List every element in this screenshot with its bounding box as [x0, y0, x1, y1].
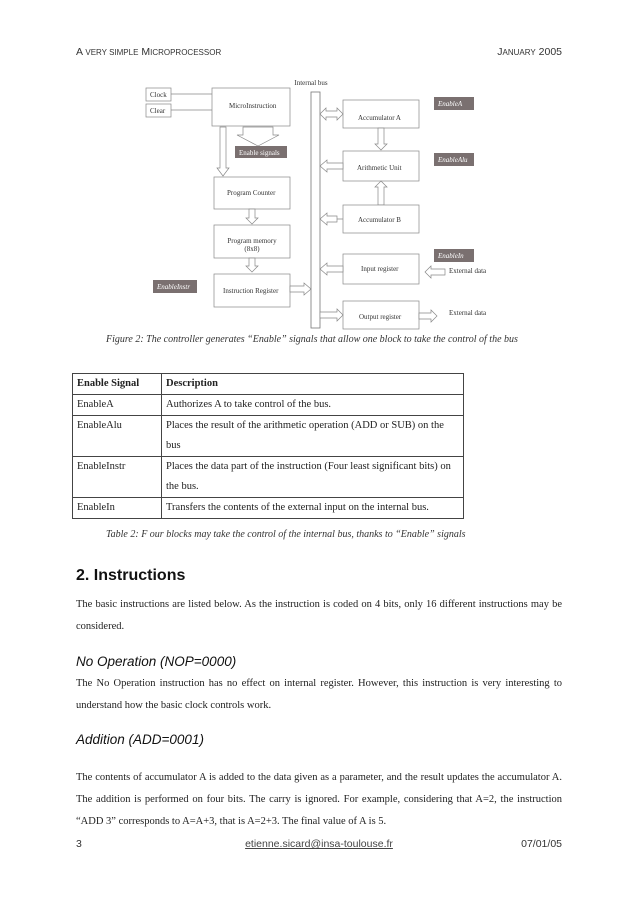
- acc-b-to-alu-arrow: [375, 181, 387, 205]
- input-reg-to-bus-arrow: [320, 263, 343, 275]
- accumulator-a-label: Accumulator A: [358, 114, 401, 122]
- enable-instr-label: EnableInstr: [157, 283, 191, 291]
- table-cell-signal: EnableIn: [73, 498, 162, 519]
- table-row: [73, 416, 464, 457]
- table-cell-signal: EnableInstr: [73, 457, 162, 498]
- footer-page-number: 3: [76, 838, 82, 850]
- table-row: [73, 395, 464, 416]
- arithmetic-unit-label: Arithmetic Unit: [357, 164, 402, 172]
- footer-email-link[interactable]: etienne.sicard@insa-toulouse.fr: [245, 838, 393, 850]
- table-caption: Table 2: F our blocks may take the control of the internal bus, thanks to “Enable” signals: [106, 529, 466, 540]
- program-memory-label-2: (8x8): [244, 245, 260, 253]
- bus-to-acc-b-arrow: [320, 213, 343, 225]
- external-in-arrow: [425, 266, 445, 278]
- table-cell-desc: Transfers the contents of the external input on the internal bus.: [162, 498, 464, 519]
- enable-signals-label: Enable signals: [239, 149, 280, 157]
- program-memory-label-1: Program memory: [227, 237, 277, 245]
- footer-date: 07/01/05: [521, 838, 562, 850]
- running-header-title: A VERY SIMPLE MICROPROCESSOR: [76, 46, 222, 58]
- section-heading: [76, 567, 185, 585]
- figure-caption: Figure 2: The controller generates “Enable” signals that allow one block to take the control of the bus: [106, 334, 518, 345]
- table-row: [73, 498, 464, 519]
- external-data-out-label: External data: [449, 309, 487, 317]
- microinstruction-label: MicroInstruction: [229, 102, 277, 110]
- alu-to-bus-arrow: [320, 160, 343, 172]
- external-out-arrow: [419, 310, 437, 322]
- table-cell-desc: Authorizes A to take control of the bus.: [162, 395, 464, 416]
- acc-a-to-alu-arrow: [375, 128, 387, 150]
- enable-a-label: EnableA: [438, 100, 463, 108]
- table-cell-signal: EnableAlu: [73, 416, 162, 457]
- running-header-date: JANUARY 2005: [497, 46, 562, 58]
- enable-in-label: EnableIn: [438, 252, 464, 260]
- internal-bus: [311, 92, 320, 328]
- add-paragraph: The contents of accumulator A is added to the data given as a parameter, and the result updates the accumulator A. The addition is performed on four bits. The carry is ignored. For example, considering that A=2, the instruction “ADD 3” corresponds to A=A+3, that is A=2+3. The final value of A is 5.: [76, 772, 562, 827]
- enable-signal-table: [72, 373, 464, 519]
- table-header-signal: Enable Signal: [73, 374, 162, 395]
- nop-paragraph: The No Operation instruction has no effect on internal register. However, this instruction is very interesting to understand how the basic clock controls work.: [76, 678, 562, 711]
- section-title: Instructions: [93, 567, 186, 584]
- section-intro: The basic instructions are listed below. As the instruction is coded on 4 bits, only 16 different instructions may be considered.: [76, 599, 562, 632]
- clock-label: Clock: [150, 91, 167, 99]
- external-data-in-label: External data: [449, 267, 487, 275]
- table-cell-desc: Places the result of the arithmetic operation (ADD or SUB) on the bus: [162, 416, 464, 457]
- nop-heading: No Operation (NOP=0000): [76, 654, 237, 669]
- clear-label: Clear: [150, 107, 166, 115]
- section-number: 2.: [76, 567, 90, 584]
- table-cell-desc: Places the data part of the instruction (Four least significant bits) on the bus.: [162, 457, 464, 498]
- controller-block-diagram: [0, 0, 638, 340]
- table-row: [73, 457, 464, 498]
- add-heading: Addition (ADD=0001): [76, 732, 204, 747]
- bus-to-output-reg-arrow: [320, 309, 343, 321]
- table-header-row: [73, 374, 464, 395]
- input-register-label: Input register: [361, 265, 399, 273]
- output-register-label: Output register: [359, 313, 402, 321]
- microinstruction-down-arrow: [237, 127, 279, 146]
- pc-to-memory-arrow: [246, 209, 258, 224]
- accumulator-b-label: Accumulator B: [358, 216, 401, 224]
- table-header-description: Description: [162, 374, 464, 395]
- acc-a-bus-arrow: [320, 108, 343, 120]
- internal-bus-label: Internal bus: [294, 79, 328, 87]
- micro-to-pc-arrow: [217, 127, 229, 176]
- memory-to-ir-arrow: [246, 258, 258, 272]
- ir-to-bus-arrow: [290, 283, 311, 295]
- table-cell-signal: EnableA: [73, 395, 162, 416]
- program-counter-label: Program Counter: [227, 189, 276, 197]
- instruction-register-label: Instruction Register: [223, 287, 279, 295]
- enable-alu-label: EnableAlu: [438, 156, 468, 164]
